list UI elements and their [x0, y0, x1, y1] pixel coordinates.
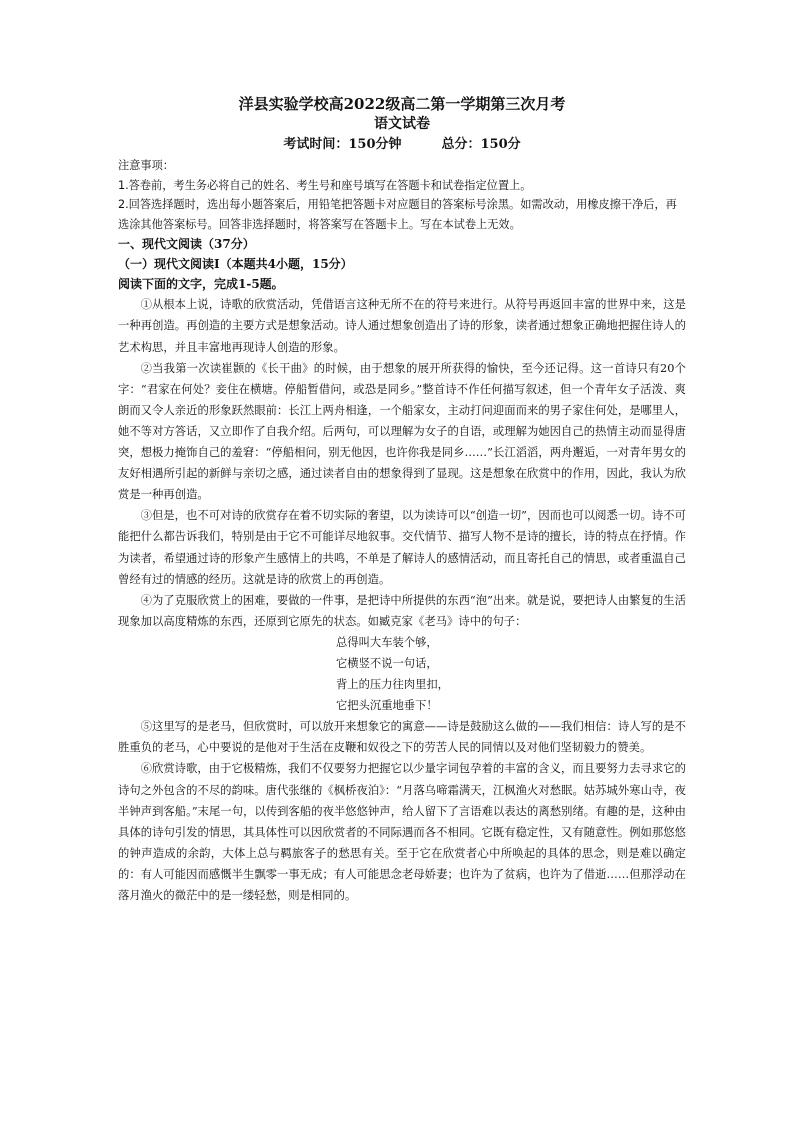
subsection-heading: （一）现代文阅读Ⅰ（本题共4小题，15分） [118, 257, 353, 272]
exam-subtitle: 语文试卷 [374, 116, 430, 132]
poem-line: 它把头沉重地垂下！ [336, 699, 438, 713]
exam-title: 洋县实验学校高2022级高二第一学期第三次月考 [238, 95, 566, 113]
poem-line: 背上的压力往肉里扣， [336, 678, 449, 692]
section-heading: 一、现代文阅读（37分） [118, 237, 255, 252]
article-paragraph-2: ②当我第一次读崔颢的《长干曲》的时候，由于想象的展开所获得的愉快，至今还记得。这一首诗只有20个字：“君家在何处？妾住在横塘。停船暂借问，或恐是同乡。”整首诗不作任何描写叙述，但一个青年女子活泼、爽朗而又令人亲近的形象跃然眼前：长江上两舟相逢，一个船家女，主动打问迎面而来的男子家住何处，是哪里人，她不等对方答话，又立即作了自我介绍。后两句，可以理解为女子的自语，或理解为她因自己的热情主动而显得唐突，想极力掩饰自己的羞窘：“停船相问，别无他因，也许你我是同乡……”长江滔滔，两舟邂逅，一对青年男女的友好相遇所引起的新鲜与亲切之感，通过读者自由的想象得到了显现。这是想象在欣赏中的作用，因此，我认为欣赏是一种再创造。 [118, 361, 686, 502]
notes-heading: 注意事项： [118, 159, 174, 172]
poem-line: 总得叫大车装个够， [336, 635, 438, 649]
page-content [118, 94, 686, 906]
reading-instruction: 阅读下面的文字，完成1-5题。 [118, 277, 284, 292]
exam-score: 总分：150分 [441, 137, 521, 152]
article-paragraph-5: ⑤这里写的是老马，但欣赏时，可以放开来想象它的寓意——诗是鼓励这么做的——我们相信：诗人写的是不胜重负的老马，心中要说的是他对于生活在皮鞭和奴役之下的劳苦人民的同情以及对他们坚韧毅力的赞美。 [118, 720, 686, 755]
exam-time: 考试时间：150分钟 [283, 137, 402, 152]
article-paragraph-3: ③但是，也不可对诗的欣赏存在着不切实际的奢望，以为读诗可以“创造一切”，因而也可以阅悉一切。诗不可能把什么都告诉我们，特别是由于它不可能详尽地叙事。交代情节、描写人物不是诗的擅长，诗的特点在抒情。作为读者，希望通过诗的形象产生感情上的共鸣，不单是了解诗人的感情活动，而且寄托自己的情思，或者重温自己曾经有过的情感的经历。这就是诗的欣赏上的再创造。 [118, 509, 686, 586]
article-paragraph-6: ⑥欣赏诗歌，由于它极精炼，我们不仅要努力把握它以少量字词包孕着的丰富的含义，而且要努力去寻求它的诗句之外包含的不尽的韵味。唐代张继的《枫桥夜泊》：“月落乌啼霜满天，江枫渔火对愁眠。姑苏城外寒山寺，夜半钟声到客船。”末尾一句，以传到客船的夜半悠悠钟声，给人留下了言语难以表达的离愁别绪。有趣的是，这种由具体的诗句引发的情思，其具体性可以因欣赏者的不同际遇而各不相同。它既有稳定性，又有随意性。例如那悠悠的钟声造成的余韵，大体上总与羁旅客子的愁思有关。至于它在欣赏者心中所唤起的具体的思念，则是难以确定的：有人可能因而感慨半生飘零一事无成；有人可能思念老母娇妻；也许为了贫病，也许为了借逝……但那浮动在落月渔火的微茫中的是一缕轻愁，则是相同的。 [118, 762, 686, 902]
article-paragraph-1: ①从根本上说，诗歌的欣赏活动，凭借语言这种无所不在的符号来进行。从符号再返回丰富的世界中来，这是一种再创造。再创造的主要方式是想象活动。诗人通过想象创造出了诗的形象，读者通过想象正确地把握住诗人的艺术构思，并且丰富地再现诗人创造的形象。 [118, 298, 686, 354]
poem-line: 它横竖不说一句话， [336, 656, 438, 670]
article-paragraph-4: ④为了克服欣赏上的困难，要做的一件事，是把诗中所提供的东西“泡”出来。就是说，要把诗人由繁复的生活现象加以高度精炼的东西，还原到它原先的状态。如臧克家《老马》诗中的句子： [118, 593, 686, 628]
notes-item: 1.答卷前，考生务必将自己的姓名、考生号和座号填写在答题卡和试卷指定位置上。 [118, 178, 532, 192]
exam-meta [118, 134, 686, 156]
poem-quote [118, 632, 686, 716]
notes-item: 2.回答选择题时，选出每小题答案后，用铅笔把答题卡对应题目的答案标号涂黑。如需改动，用橡皮擦干净后，再选涂其他答案标号。回答非选择题时，将答案写在答题卡上。写在本试卷上无效。 [118, 198, 677, 231]
